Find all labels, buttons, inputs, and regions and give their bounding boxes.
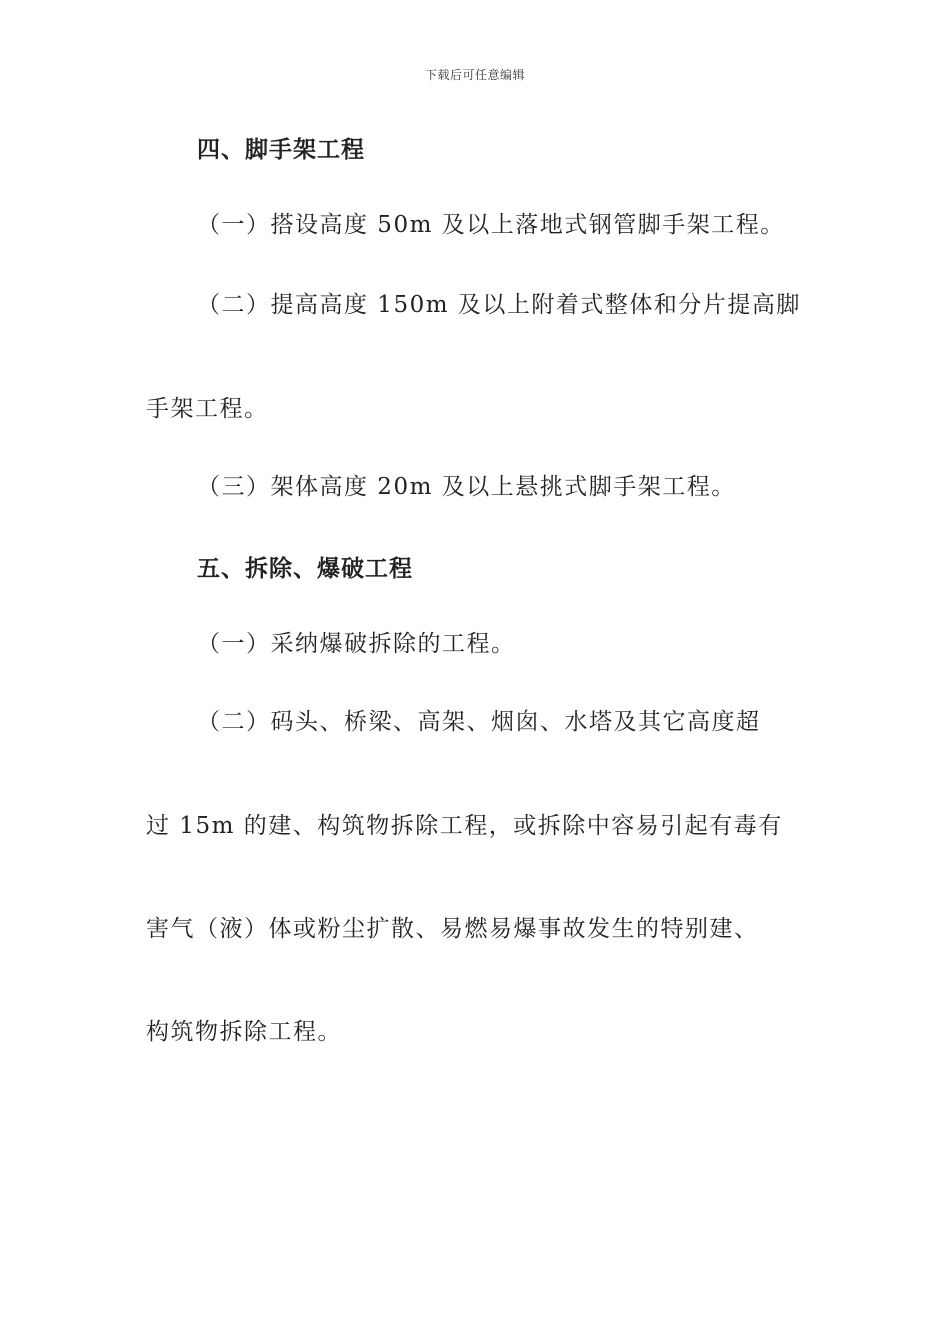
section-5-item-2-line-3: 害气（液）体或粉尘扩散、易燃易爆事故发生的特别建、 — [146, 916, 759, 942]
section-4-item-2-line-2: 手架工程。 — [146, 396, 269, 422]
section-5-title: 五、拆除、爆破工程 — [197, 555, 413, 582]
section-5-item-2-line-4: 构筑物拆除工程。 — [146, 1019, 342, 1045]
section-4-title: 四、脚手架工程 — [197, 136, 365, 163]
section-5-item-2-line-1: （二）码头、桥梁、高架、烟囱、水塔及其它高度超 — [197, 709, 761, 735]
section-4-item-1: （一）搭设高度 50m 及以上落地式钢管脚手架工程。 — [197, 212, 785, 238]
page-header-note: 下载后可任意编辑 — [424, 68, 525, 82]
section-5-item-2-line-2: 过 15m 的建、构筑物拆除工程，或拆除中容易引起有毒有 — [146, 813, 783, 839]
section-5-item-1: （一）采纳爆破拆除的工程。 — [197, 631, 516, 657]
section-4-item-3: （三）架体高度 20m 及以上悬挑式脚手架工程。 — [197, 474, 736, 500]
section-4-item-2-line-1: （二）提高高度 150m 及以上附着式整体和分片提高脚 — [197, 292, 801, 318]
